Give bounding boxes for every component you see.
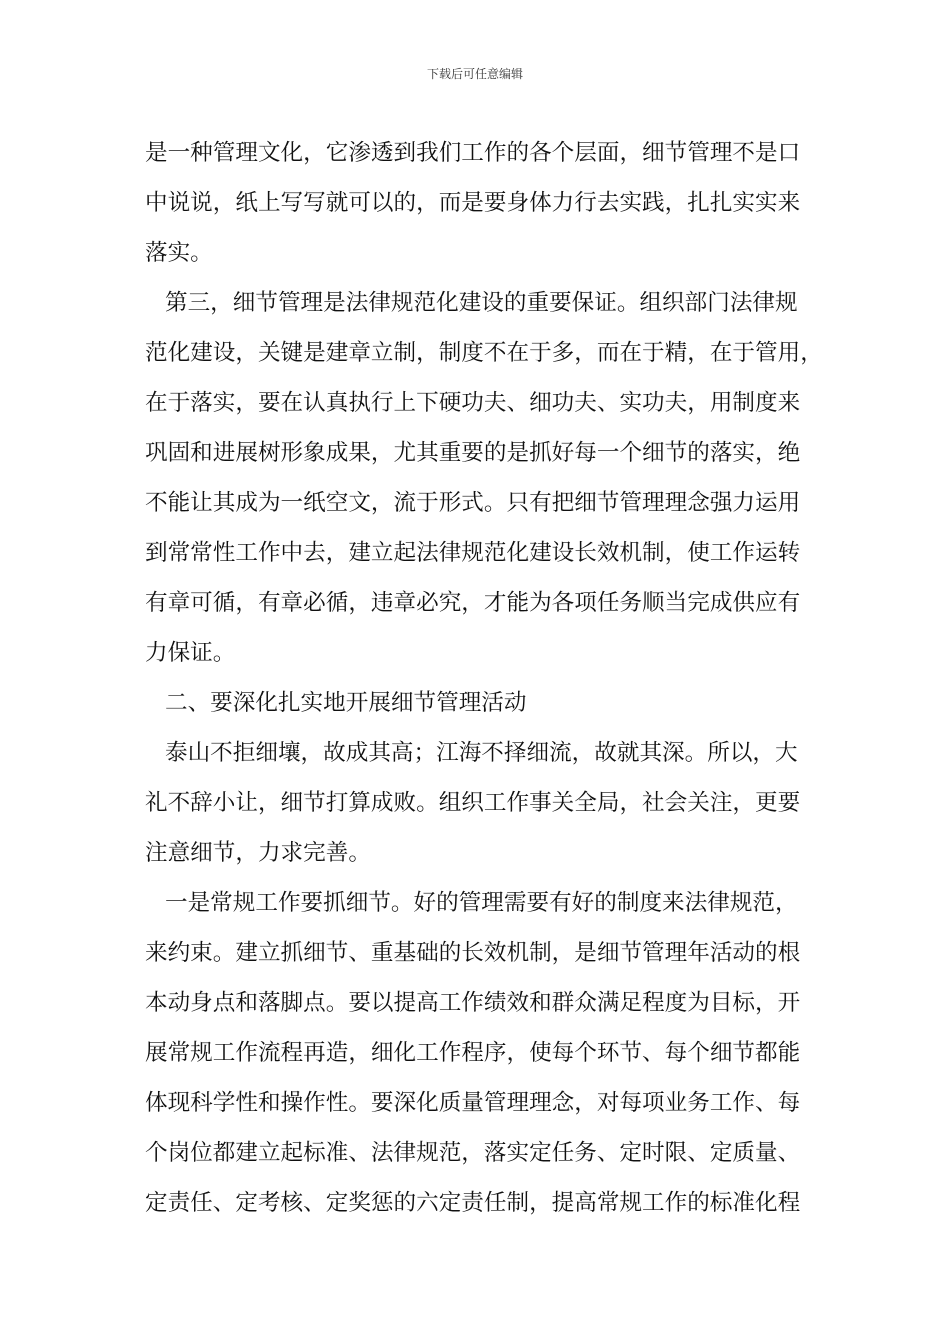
paragraph-line: 是一种管理文化，它渗透到我们工作的各个层面，细节管理不是口 [145, 140, 801, 166]
paragraph-line: 落实。 [145, 240, 213, 266]
paragraph-line: 范化建设，关键是建章立制，制度不在于多，而在于精，在于管用， [145, 340, 823, 366]
paragraph-line: 注意细节，力求完善。 [145, 840, 371, 866]
paragraph-line: 体现科学性和操作性。要深化质量管理理念，对每项业务工作、每 [145, 1090, 801, 1116]
paragraph-line: 展常规工作流程再造，细化工作程序，使每个环节、每个细节都能 [145, 1040, 801, 1066]
paragraph-line: 不能让其成为一纸空文，流于形式。只有把细节管理理念强力运用 [145, 490, 801, 516]
paragraph-line: 本动身点和落脚点。要以提高工作绩效和群众满足程度为目标，开 [145, 990, 801, 1016]
paragraph-line: 第三，细节管理是法律规范化建设的重要保证。组织部门法律规 [165, 290, 798, 316]
paragraph-line: 有章可循，有章必循，违章必究，才能为各项任务顺当完成供应有 [145, 590, 801, 616]
paragraph-line: 一是常规工作要抓细节。好的管理需要有好的制度来法律规范， [165, 890, 798, 916]
paragraph-line: 中说说，纸上写写就可以的，而是要身体力行去实践，扎扎实实来 [145, 190, 801, 216]
document-body [145, 128, 823, 1228]
section-heading: 二、要深化扎实地开展细节管理活动 [165, 690, 527, 716]
paragraph-line: 个岗位都建立起标准、法律规范，落实定任务、定时限、定质量、 [145, 1140, 801, 1166]
paragraph-line: 礼不辞小让，细节打算成败。组织工作事关全局，社会关注，更要 [145, 790, 801, 816]
paragraph-line: 来约束。建立抓细节、重基础的长效机制，是细节管理年活动的根 [145, 940, 801, 966]
paragraph-line: 定责任、定考核、定奖惩的六定责任制，提高常规工作的标准化程 [145, 1190, 801, 1216]
paragraph-line: 力保证。 [145, 640, 236, 666]
paragraph-line: 泰山不拒细壤，故成其高；江海不择细流，故就其深。所以，大 [165, 740, 798, 766]
paragraph-line: 巩固和进展树形象成果，尤其重要的是抓好每一个细节的落实，绝 [145, 440, 801, 466]
paragraph-line: 到常常性工作中去，建立起法律规范化建设长效机制，使工作运转 [145, 540, 801, 566]
paragraph-line: 在于落实，要在认真执行上下硬功夫、细功夫、实功夫，用制度来 [145, 390, 801, 416]
page-header: 下载后可任意编辑 [426, 67, 523, 81]
